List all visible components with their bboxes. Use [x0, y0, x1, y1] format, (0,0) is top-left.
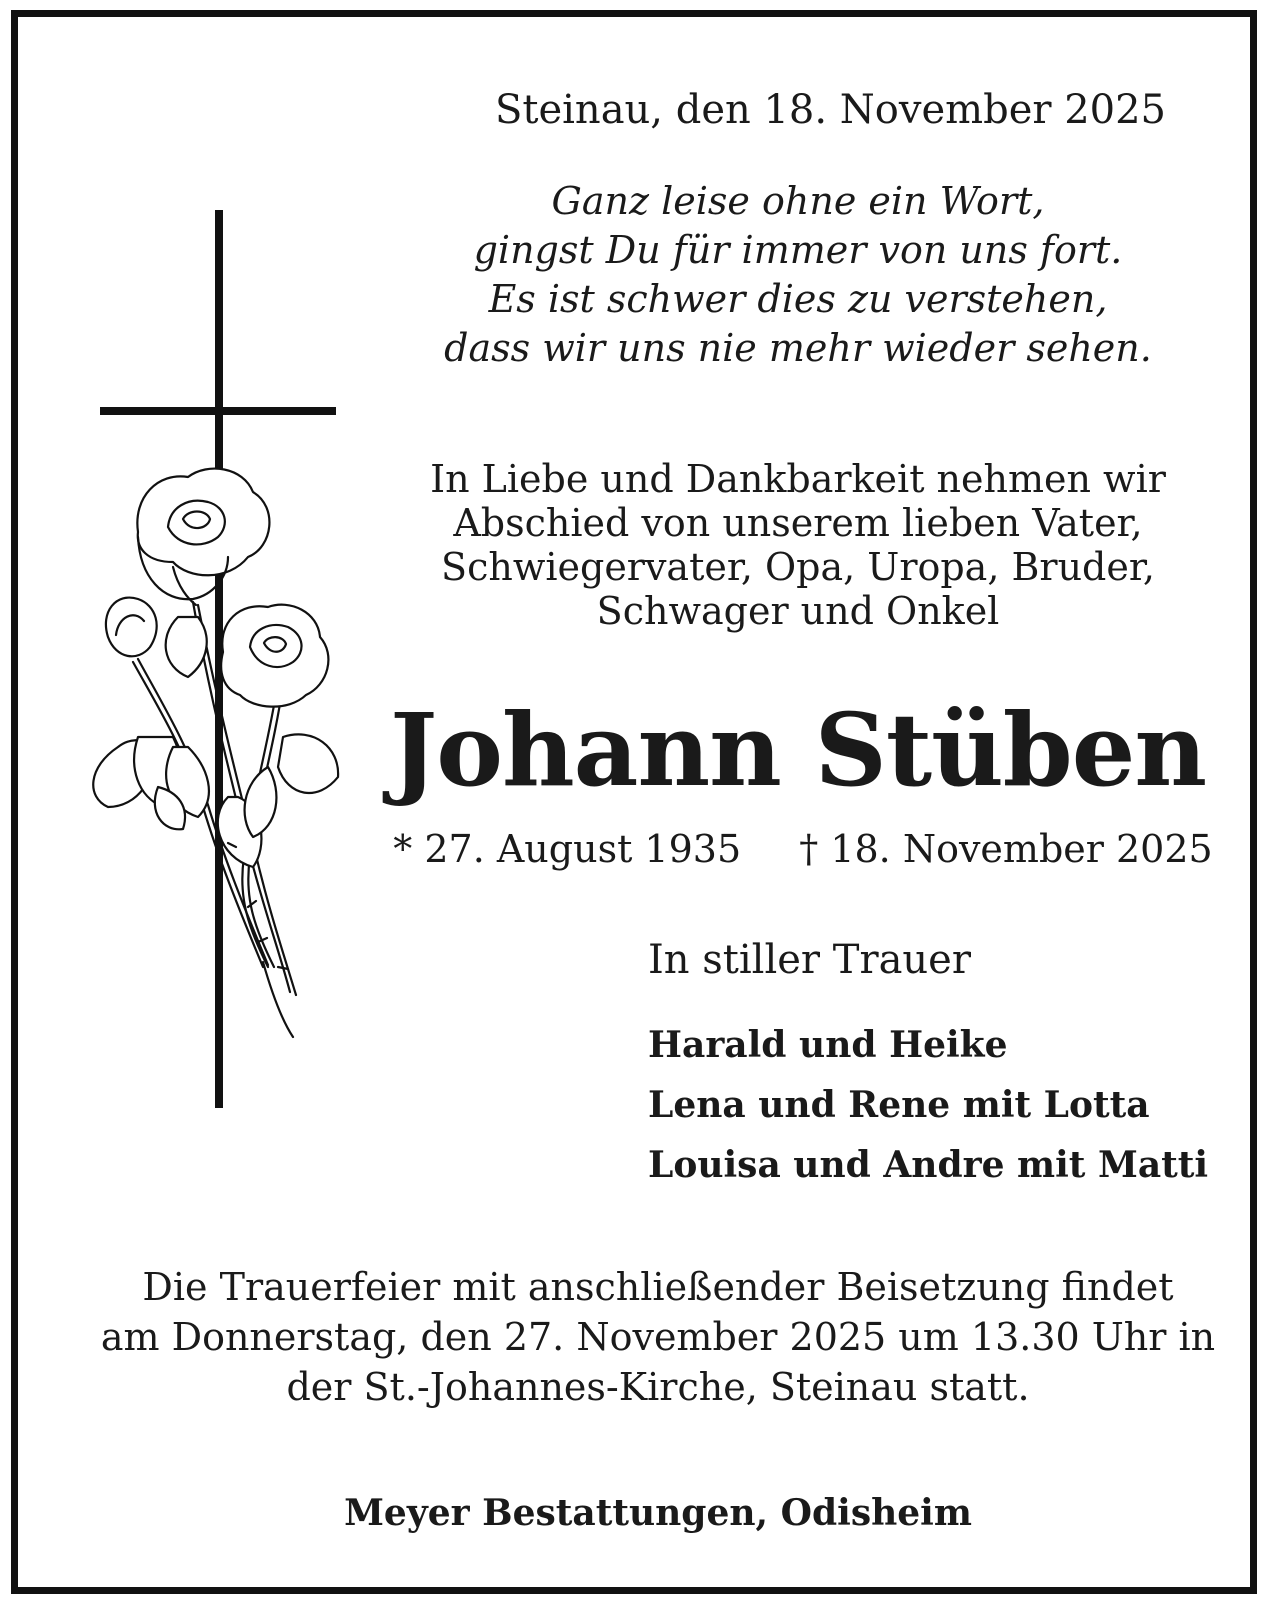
- undertaker: Meyer Bestattungen, Odisheim: [344, 1492, 972, 1534]
- obituary-frame: [11, 10, 1257, 1594]
- ceremony-line: der St.-Johannes-Kirche, Steinau statt.: [286, 1365, 1030, 1409]
- poem: [398, 177, 1198, 373]
- birth-date: * 27. August 1935: [393, 827, 742, 871]
- poem-line: dass wir uns nie mehr wieder sehen.: [444, 326, 1152, 370]
- life-dates: [388, 827, 1218, 871]
- deceased-name: Johann Stüben: [389, 691, 1207, 809]
- ceremony-notice: [58, 1262, 1258, 1412]
- mourner-family: Louisa und Andre mit Matti: [648, 1144, 1209, 1186]
- ceremony-line: Die Trauerfeier mit anschließender Beisetzung findet: [142, 1265, 1174, 1309]
- farewell-line: Schwiegervater, Opa, Uropa, Bruder,: [441, 545, 1155, 589]
- ceremony-line: am Donnerstag, den 27. November 2025 um 13.30 Uhr in: [100, 1315, 1216, 1359]
- cross-with-roses-illustration: [78, 207, 378, 1137]
- farewell-line: Schwager und Onkel: [596, 589, 1000, 633]
- mourner-list: [648, 1015, 1208, 1195]
- place-date: Steinau, den 18. November 2025: [494, 87, 1166, 133]
- poem-line: Es ist schwer dies zu verstehen,: [488, 277, 1108, 321]
- mourner-family: Harald und Heike: [648, 1024, 1008, 1066]
- poem-line: Ganz leise ohne ein Wort,: [551, 179, 1045, 223]
- farewell-line: In Liebe und Dankbarkeit nehmen wir: [430, 457, 1166, 501]
- mourner-family: Lena und Rene mit Lotta: [648, 1084, 1150, 1126]
- poem-line: gingst Du für immer von uns fort.: [473, 228, 1123, 272]
- death-date: † 18. November 2025: [799, 827, 1213, 871]
- farewell-line: Abschied von unserem lieben Vater,: [453, 501, 1143, 545]
- mourning-heading: In stiller Trauer: [648, 937, 971, 983]
- farewell-text: [398, 457, 1198, 633]
